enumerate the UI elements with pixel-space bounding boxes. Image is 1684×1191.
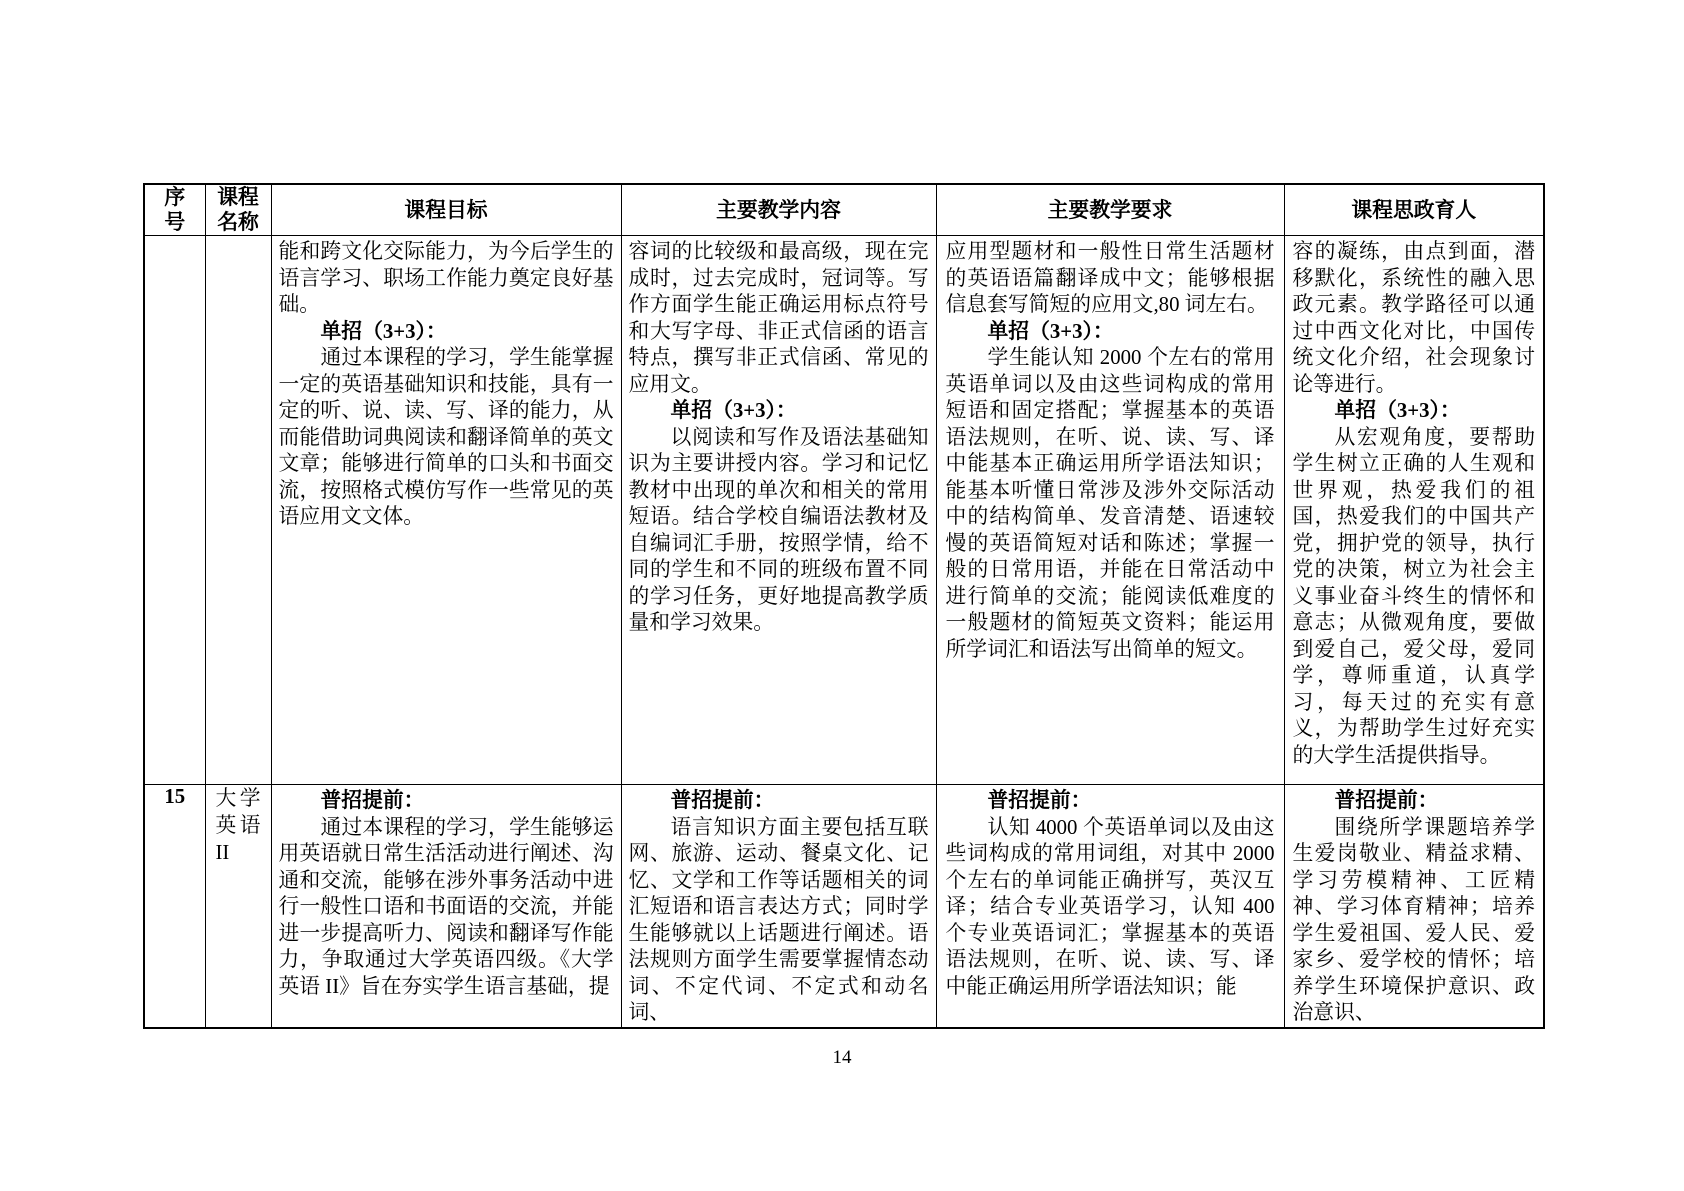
- paragraph: 认知 4000 个英语单词以及由这些词构成的常用词组，对其中 2000 个左右的单词能正确拼写，英汉互译；结合专业英语学习，认知 400 个专业英语词汇；掌握基本的英语语法规则，在听、说、读、写、译中能正确运用所学语法知识；能: [945, 815, 1275, 998]
- paragraph: 能和跨文化交际能力，为今后学生的语言学习、职场工作能力奠定良好基础。: [278, 240, 614, 316]
- course-syllabus-table: [143, 183, 1545, 1029]
- paragraph: 学生能认知 2000 个左右的常用英语单词以及由这些词构成的常用短语和固定搭配；掌握基本的英语语法规则，在听、说、读、写、译中能基本正确运用所学语法知识；能基本听懂日常涉及涉外交际活动中的结构简单、发音清楚、语速较慢的英语简短对话和陈述；掌握一般的日常用语，并能在日常活动中进行简单的交流；能阅读低难度的一般题材的简短英文资料；能运用所学词汇和语法写出简单的短文。: [945, 346, 1275, 661]
- teaching-requirements-cell: [936, 236, 1284, 785]
- paragraph: 语言知识方面主要包括互联网、旅游、运动、餐桌文化、记忆、文学和工作等话题相关的词汇短语和语言表达方式；同时学生能够就以上话题进行阐述。语法规则方面学生需要掌握情态动词、不定代词、不定式和动名词、: [628, 815, 929, 1024]
- paragraph: 容词的比较级和最高级，现在完成时，过去完成时，冠词等。写作方面学生能正确运用标点符号和大写字母、非正式信函的语言特点，撰写非正式信函、常见的应用文。: [628, 240, 929, 396]
- paragraph: 单招（3+3）：: [1334, 399, 1461, 422]
- teaching-requirements-cell: [936, 785, 1284, 1028]
- column-header-course-name: 课程名称: [205, 184, 271, 236]
- paragraph: 普招提前：: [1334, 789, 1439, 812]
- paragraph: 通过本课程的学习，学生能掌握一定的英语基础知识和技能，具有一定的听、说、读、写、译的能力，从而能借助词典阅读和翻译简单的英文文章；能够进行简单的口头和书面交流，按照格式模仿写作一些常见的英语应用文文体。: [278, 346, 614, 528]
- paragraph: 普招提前：: [670, 789, 775, 812]
- column-header-teaching-content: 主要教学内容: [621, 184, 936, 236]
- objectives-cell: [271, 785, 621, 1028]
- paragraph: 围绕所学课题培养学生爱岗敬业、精益求精、学习劳模精神、工匠精神、学习体育精神；培养学生爱祖国、爱人民、爱家乡、爱学校的情怀；培养学生环境保护意识、政治意识、: [1292, 815, 1535, 1024]
- course-name-cell: [205, 236, 271, 785]
- paragraph: 单招（3+3）：: [987, 319, 1114, 343]
- paragraph: 容的凝练，由点到面，潜移默化，系统性的融入思政元素。教学路径可以通过中西文化对比，中国传统文化介绍，社会现象讨论等进行。: [1292, 240, 1535, 396]
- paragraph: 单招（3+3）：: [320, 319, 447, 343]
- paragraph: 通过本课程的学习，学生能够运用英语就日常生活活动进行阐述、沟通和交流，能够在涉外事务活动中进行一般性口语和书面语的交流，并能进一步提高听力、阅读和翻译写作能力，争取通过大学英语四级。《大学英语 II》旨在夯实学生语言基础，提: [278, 815, 614, 998]
- course-name-cell: 大学英语II: [205, 785, 271, 1028]
- teaching-content-cell: [621, 785, 936, 1028]
- page-number: 14: [832, 1047, 852, 1068]
- column-header-ideology: 课程思政育人: [1284, 184, 1544, 236]
- ideology-cell: [1284, 236, 1544, 785]
- paragraph: 普招提前：: [987, 789, 1092, 812]
- paragraph: 普招提前：: [320, 789, 425, 812]
- seq-cell: [144, 236, 205, 785]
- ideology-cell: [1284, 785, 1544, 1028]
- paragraph: 单招（3+3）：: [670, 399, 797, 422]
- header-row: [144, 184, 1544, 236]
- paragraph: 从宏观角度，要帮助学生树立正确的人生观和世界观，热爱我们的祖国，热爱我们的中国共产党，拥护党的领导，执行党的决策，树立为社会主义事业奋斗终生的情怀和意志；从微观角度，要做到爱自己，爱父母，爱同学，尊师重道，认真学习，每天过的充实有意义，为帮助学生过好充实的大学生活提供指导。: [1292, 425, 1535, 767]
- teaching-content-cell: [621, 236, 936, 785]
- column-header-teaching-requirements: 主要教学要求: [936, 184, 1284, 236]
- table-row-continuation: [144, 236, 1544, 785]
- column-header-seq: 序号: [144, 184, 205, 236]
- column-header-objectives: 课程目标: [271, 184, 621, 236]
- paragraph: 应用型题材和一般性日常生活题材的英语语篇翻译成中文；能够根据信息套写简短的应用文,80 词左右。: [945, 240, 1275, 316]
- seq-cell: 15: [144, 785, 205, 1028]
- paragraph: 以阅读和写作及语法基础知识为主要讲授内容。学习和记忆教材中出现的单次和相关的常用短语。结合学校自编语法教材及自编词汇手册，按照学情，给不同的学生和不同的班级布置不同的学习任务，更好地提高教学质量和学习效果。: [628, 425, 929, 634]
- objectives-cell: [271, 236, 621, 785]
- table-row-15: [144, 785, 1544, 1028]
